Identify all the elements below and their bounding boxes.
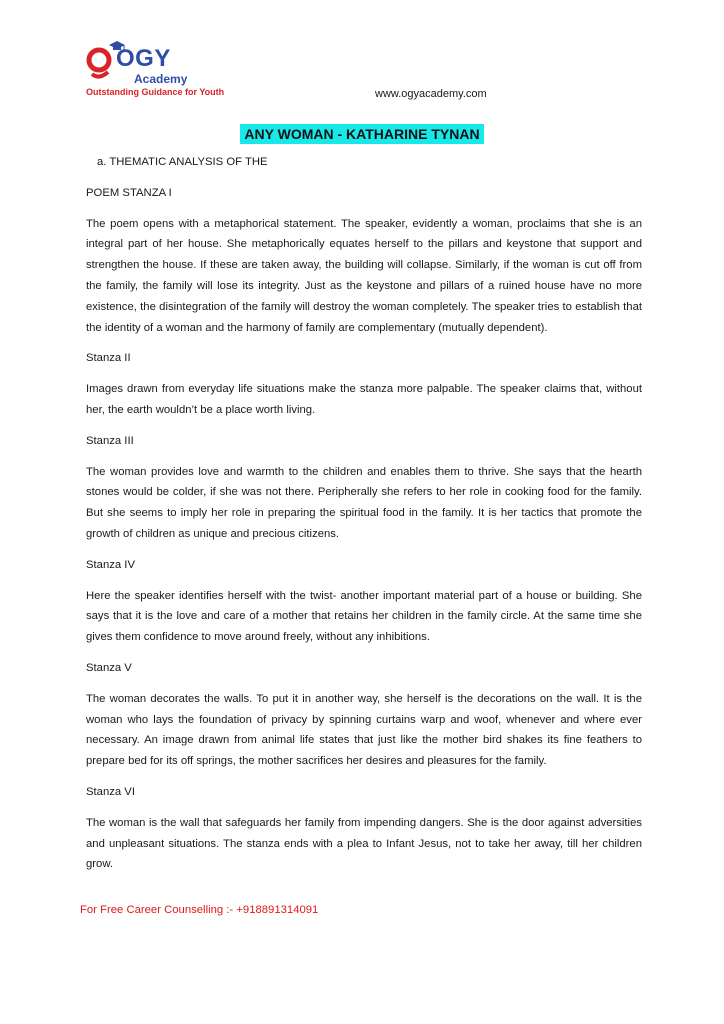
stanza5-heading: Stanza V	[86, 661, 132, 674]
logo-title: OGY	[116, 45, 171, 72]
section-a-heading: a. THEMATIC ANALYSIS OF THE	[97, 156, 268, 168]
logo-tagline: Outstanding Guidance for Youth	[86, 87, 225, 97]
logo-subtitle: Academy	[134, 72, 188, 86]
stanza1-paragraph: The poem opens with a metaphorical statement. The speaker, evidently a woman, proclaims that she is an integral part of her house. She metaphorically equates herself to the pillars and keystone that support and strengthen the house. If these are taken away, the building will collapse. Similarly, if the woman is cut off from the family, the family will lose its integrity. Just as the keystone and pillars of a ruined house have no more existence, the disintegration of the family will destroy the woman completely. The speaker tries to establish that the identity of a woman and the harmony of family are complementary (mutually dependent).	[86, 217, 642, 334]
website-url: www.ogyacademy.com	[375, 88, 487, 100]
stanza6-heading: Stanza VI	[86, 785, 135, 798]
logo-o-mark-icon	[84, 46, 114, 82]
stanza3-heading: Stanza III	[86, 434, 134, 447]
title-container	[0, 124, 724, 144]
stanza4-paragraph: Here the speaker identifies herself with the twist- another important material part of a house or building. She says that it is the love and care of a mother that retains her children in the family circle. At the same time she gives them confidence to move around freely, without any inhibitions.	[86, 589, 642, 644]
stanza5-paragraph: The woman decorates the walls. To put it in another way, she herself is the decorations on the wall. It is the woman who lays the foundation of privacy by spinning curtains warp and woof, whenever and where ever necessary. An image drawn from animal life states that just like the mother bird shakes its fine feathers to prepare bed for its off springs, the mother sacrifices her desires and pleasures for the family.	[86, 692, 642, 768]
stanza1-heading: POEM STANZA I	[86, 186, 172, 199]
document-body	[86, 152, 642, 885]
stanza4-heading: Stanza IV	[86, 558, 135, 571]
stanza2-heading: Stanza II	[86, 352, 131, 365]
document-title: ANY WOMAN - KATHARINE TYNAN	[240, 124, 483, 144]
stanza3-paragraph: The woman provides love and warmth to the children and enables them to thrive. She says that the hearth stones would be colder, if she was not there. Peripherally she refers to her role in cooking food for the family. But she seems to imply her role in preparing the spiritual food in the family. It is her tactics that promote the growth of children as unique and precious citizens.	[86, 465, 642, 540]
stanza6-paragraph: The woman is the wall that safeguards her family from impending dangers. She is the door against adversities and unpleasant situations. The stanza ends with a plea to Infant Jesus, not to take her away, till her children grow.	[86, 816, 642, 871]
ogy-academy-logo	[80, 40, 230, 102]
stanza2-paragraph: Images drawn from everyday life situations make the stanza more palpable. The speaker claims that, without her, the earth wouldn’t be a place worth living.	[86, 383, 642, 416]
footer-counselling-contact: For Free Career Counselling :- +918891314091	[80, 904, 319, 916]
